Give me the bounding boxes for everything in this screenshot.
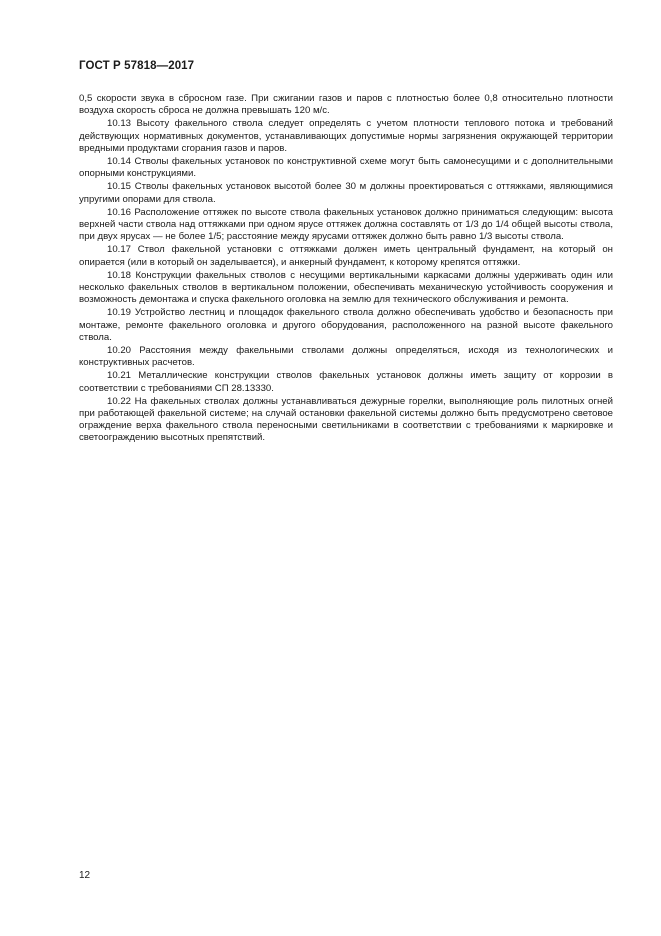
paragraph-10-21: 10.21 Металлические конструкции стволов факельных установок должны иметь защиту от коррозии в соответствии с требованиями СП 28.13330.	[79, 370, 613, 394]
page-number: 12	[79, 870, 91, 881]
document-body	[79, 93, 613, 446]
paragraph-10-20: 10.20 Расстояния между факельными стволами должны определяться, исходя из технологических и конструктивных расчетов.	[79, 345, 613, 369]
paragraph-10-19: 10.19 Устройство лестниц и площадок факельного ствола должно обеспечивать удобство и безопасность при монтаже, ремонте факельного оголовка и другого оборудования, расположенного на разной высоте факельного ствола.	[79, 307, 613, 343]
paragraph-10-17: 10.17 Ствол факельной установки с оттяжками должен иметь центральный фундамент, на который он опирается (или в который он заделывается), и анкерный фундамент, к которому крепятся оттяжки.	[79, 244, 613, 268]
document-header: ГОСТ Р 57818—2017	[79, 60, 195, 72]
paragraph-10-22: 10.22 На факельных стволах должны устанавливаться дежурные горелки, выполняющие роль пилотных огней при работающей факельной системе; на случай остановки факельной системы должно быть предусмотрено световое ограждение верха факельного ствола переносными светильниками в соответствии с требованиями к маркировке и светоограждению высотных препятствий.	[79, 395, 613, 444]
paragraph-10-14: 10.14 Стволы факельных установок по конструктивной схеме могут быть самонесущими и с дополнительными опорными конструкциями.	[79, 156, 613, 180]
paragraph-continuation: 0,5 скорости звука в сбросном газе. При сжигании газов и паров с плотностью более 0,8 относительно плотности воздуха скорость сброса не должна превышать 120 м/с.	[79, 93, 613, 117]
paragraph-10-15: 10.15 Стволы факельных установок высотой более 30 м должны проектироваться с оттяжками, являющимися упругими опорами для ствола.	[79, 181, 613, 205]
paragraph-10-13: 10.13 Высоту факельного ствола следует определять с учетом плотности теплового потока и требований действующих нормативных документов, устанавливающих допустимые нормы загрязнения окружающей территории вредными продуктами сгорания газов и паров.	[79, 118, 613, 154]
paragraph-10-16: 10.16 Расположение оттяжек по высоте ствола факельных установок должно приниматься следующим: высота верхней части ствола над оттяжками при одном ярусе оттяжек должна составлять от 1/3 до 1/4 общей высоты ствола, при двух ярусах — не более 1/5; расстояние между ярусами оттяжек должно быть равно 1/3 высоты ствола.	[79, 206, 613, 243]
paragraph-10-18: 10.18 Конструкции факельных стволов с несущими вертикальными каркасами должны удерживать один или несколько факельных стволов в вертикальном положении, обеспечивать механическую устойчивость сооружения и возможность демонтажа и спуска факельного оголовка на землю для технического обслуживания и ремонта.	[79, 269, 613, 306]
